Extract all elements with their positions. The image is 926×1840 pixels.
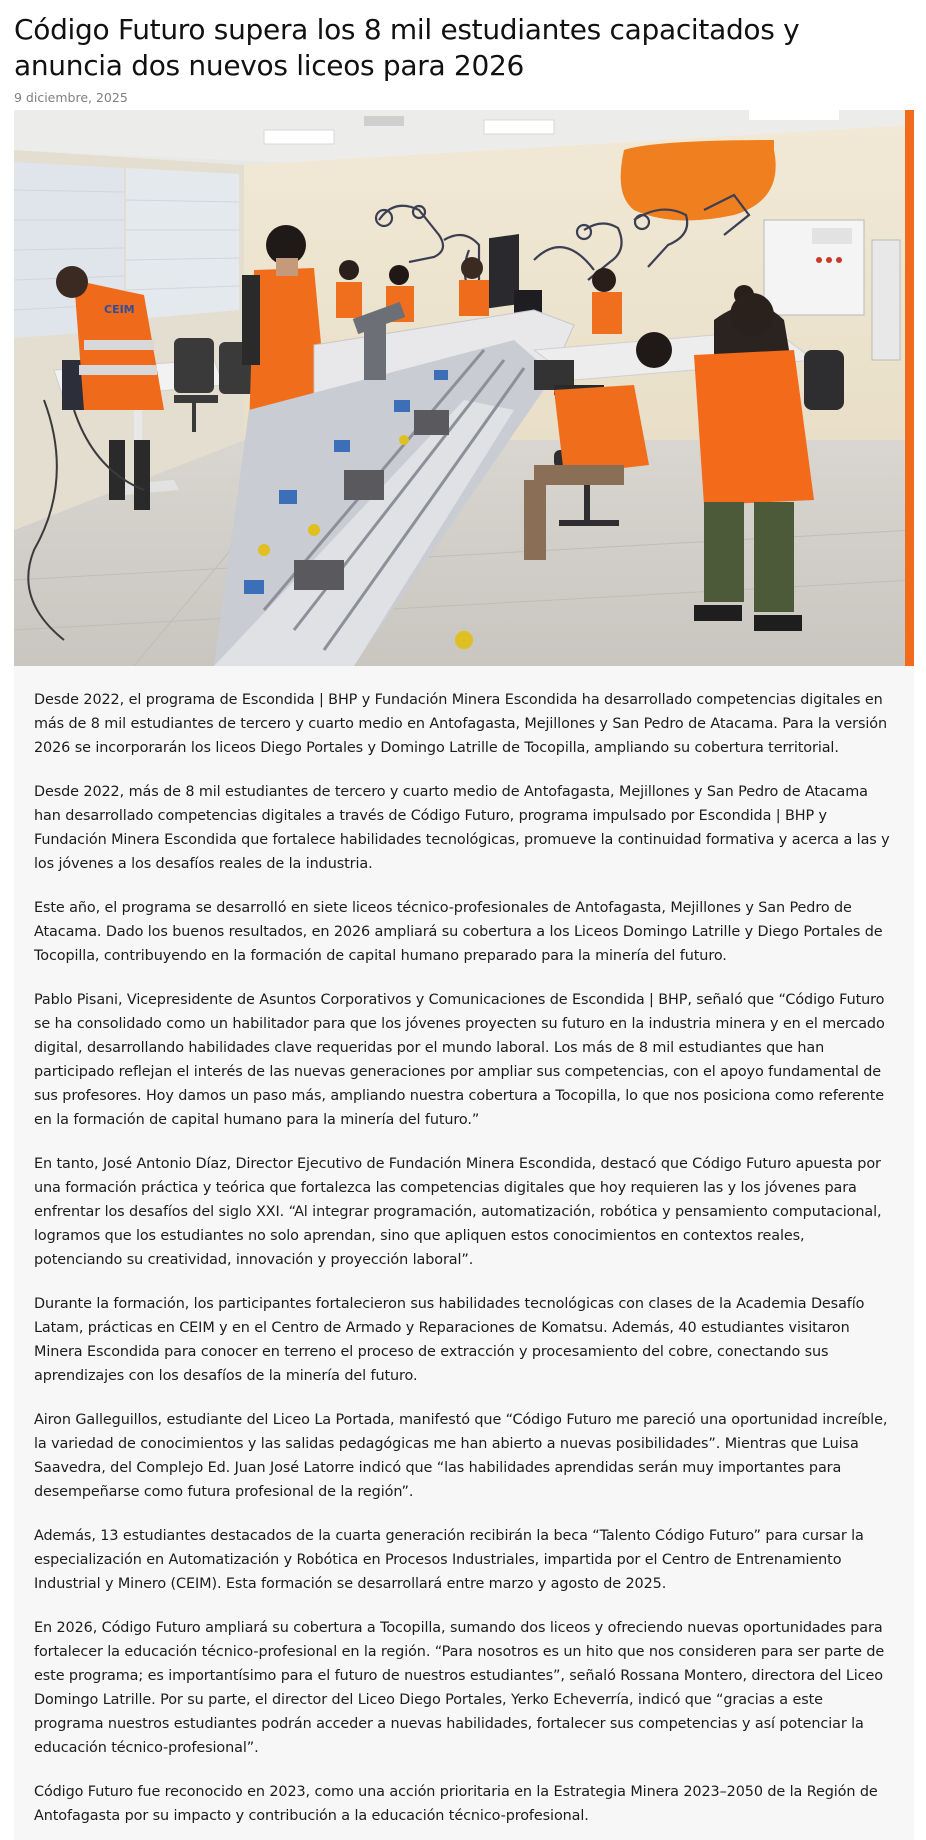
article-paragraph: En tanto, José Antonio Díaz, Director Ejecutivo de Fundación Minera Escondida, destacó que Código Futuro apuesta por una formación práctica y teórica que fortalezca las competencias digitales que hoy requieren las y los jóvenes para enfrentar los desafíos del siglo XXI. “Al integrar programación, automatización, robótica y pensamiento computacional, logramos que los estudiantes no solo aprendan, sino que apliquen estos conocimientos en contextos reales, potenciando su creatividad, innovación y proyección laboral”.	[34, 1156, 882, 1268]
photo-students-robotics-lab-icon	[14, 110, 914, 666]
article-paragraph: Desde 2022, más de 8 mil estudiantes de tercero y cuarto medio de Antofagasta, Mejillones y San Pedro de Atacama han desarrollado competencias digitales a través de Código Futuro, programa impulsado por Escondida | BHP y Fundación Minera Escondida que fortalece habilidades tecnológicas, promueve la continuidad formativa y acerca a las y los jóvenes a los desafíos reales de la industria.	[34, 784, 890, 872]
article-paragraph: Este año, el programa se desarrolló en siete liceos técnico-profesionales de Antofagasta, Mejillones y San Pedro de Atacama. Dado los buenos resultados, en 2026 ampliará su cobertura a los Liceos Domingo Latrille y Diego Portales de Tocopilla, contribuyendo en la formación de capital humano preparado para la minería del futuro.	[34, 900, 883, 964]
article-paragraph: Durante la formación, los participantes fortalecieron sus habilidades tecnológicas con clases de la Academia Desafío Latam, prácticas en CEIM y en el Centro de Armado y Reparaciones de Komatsu. Además, 40 estudiantes visitaron Minera Escondida para conocer en terreno el proceso de extracción y procesamiento del cobre, conectando sus aprendizajes con los desafíos de la minería del futuro.	[34, 1296, 865, 1384]
article-paragraph: Airon Galleguillos, estudiante del Liceo La Portada, manifestó que “Código Futuro me pareció una oportunidad increíble, la variedad de conocimientos y las salidas pedagógicas me han abierto a nuevas posibilidades”. Mientras que Luisa Saavedra, del Complejo Ed. Juan José Latorre indicó que “las habilidades aprendidas serán muy importantes para desempeñarse como futura profesional de la región”.	[34, 1412, 888, 1500]
article-title: Código Futuro supera los 8 mil estudiantes capacitados y anuncia dos nuevos liceos para 2026	[14, 13, 800, 82]
article-paragraph: En 2026, Código Futuro ampliará su cobertura a Tocopilla, sumando dos liceos y ofreciendo nuevas oportunidades para fortalecer la educación técnico-profesional en la región. “Para nosotros es un hito que nos consideren para ser parte de este programa; es importantísimo para el futuro de nuestros estudiantes”, señaló Rossana Montero, directora del Liceo Domingo Latrille. Por su parte, el director del Liceo Diego Portales, Yerko Echeverría, indicó que “gracias a este programa nuestros estudiantes podrán acceder a nuevas habilidades, fortalecer sus competencias y así potenciar la educación técnico-profesional”.	[34, 1620, 885, 1756]
article	[14, 0, 914, 1840]
article-paragraph: Pablo Pisani, Vicepresidente de Asuntos Corporativos y Comunicaciones de Escondida | BHP, señaló que “Código Futuro se ha consolidado como un habilitador para que los jóvenes proyecten su futuro en la industria minera y en el mercado digital, desarrollando habilidades clave requeridas por el mundo laboral. Los más de 8 mil estudiantes que han participado reflejan el interés de las nuevas generaciones por ampliar sus competencias, con el apoyo fundamental de sus profesores. Hoy damos un paso más, ampliando nuestra cobertura a Tocopilla, lo que nos posiciona como referente en la formación de capital humano para la minería del futuro.”	[34, 992, 885, 1128]
article-paragraph: Desde 2022, el programa de Escondida | BHP y Fundación Minera Escondida ha desarrollado competencias digitales en más de 8 mil estudiantes de tercero y cuarto medio en Antofagasta, Mejillones y San Pedro de Atacama. Para la versión 2026 se incorporarán los liceos Diego Portales y Domingo Latrille de Tocopilla, ampliando su cobertura territorial.	[34, 692, 887, 756]
article-paragraph: Código Futuro fue reconocido en 2023, como una acción prioritaria en la Estrategia Minera 2023–2050 de la Región de Antofagasta por su impacto y contribución a la educación técnico-profesional.	[34, 1784, 878, 1824]
vest-logo: CEIM	[104, 303, 135, 316]
publish-date: 9 diciembre, 2025	[14, 90, 128, 105]
hero-image	[14, 110, 914, 666]
accent-bar	[905, 110, 914, 666]
article-paragraph: Además, 13 estudiantes destacados de la cuarta generación recibirán la beca “Talento Código Futuro” para cursar la especialización en Automatización y Robótica en Procesos Industriales, impartida por el Centro de Entrenamiento Industrial y Minero (CEIM). Esta formación se desarrollará entre marzo y agosto de 2025.	[34, 1528, 864, 1592]
article-body	[14, 666, 914, 1840]
